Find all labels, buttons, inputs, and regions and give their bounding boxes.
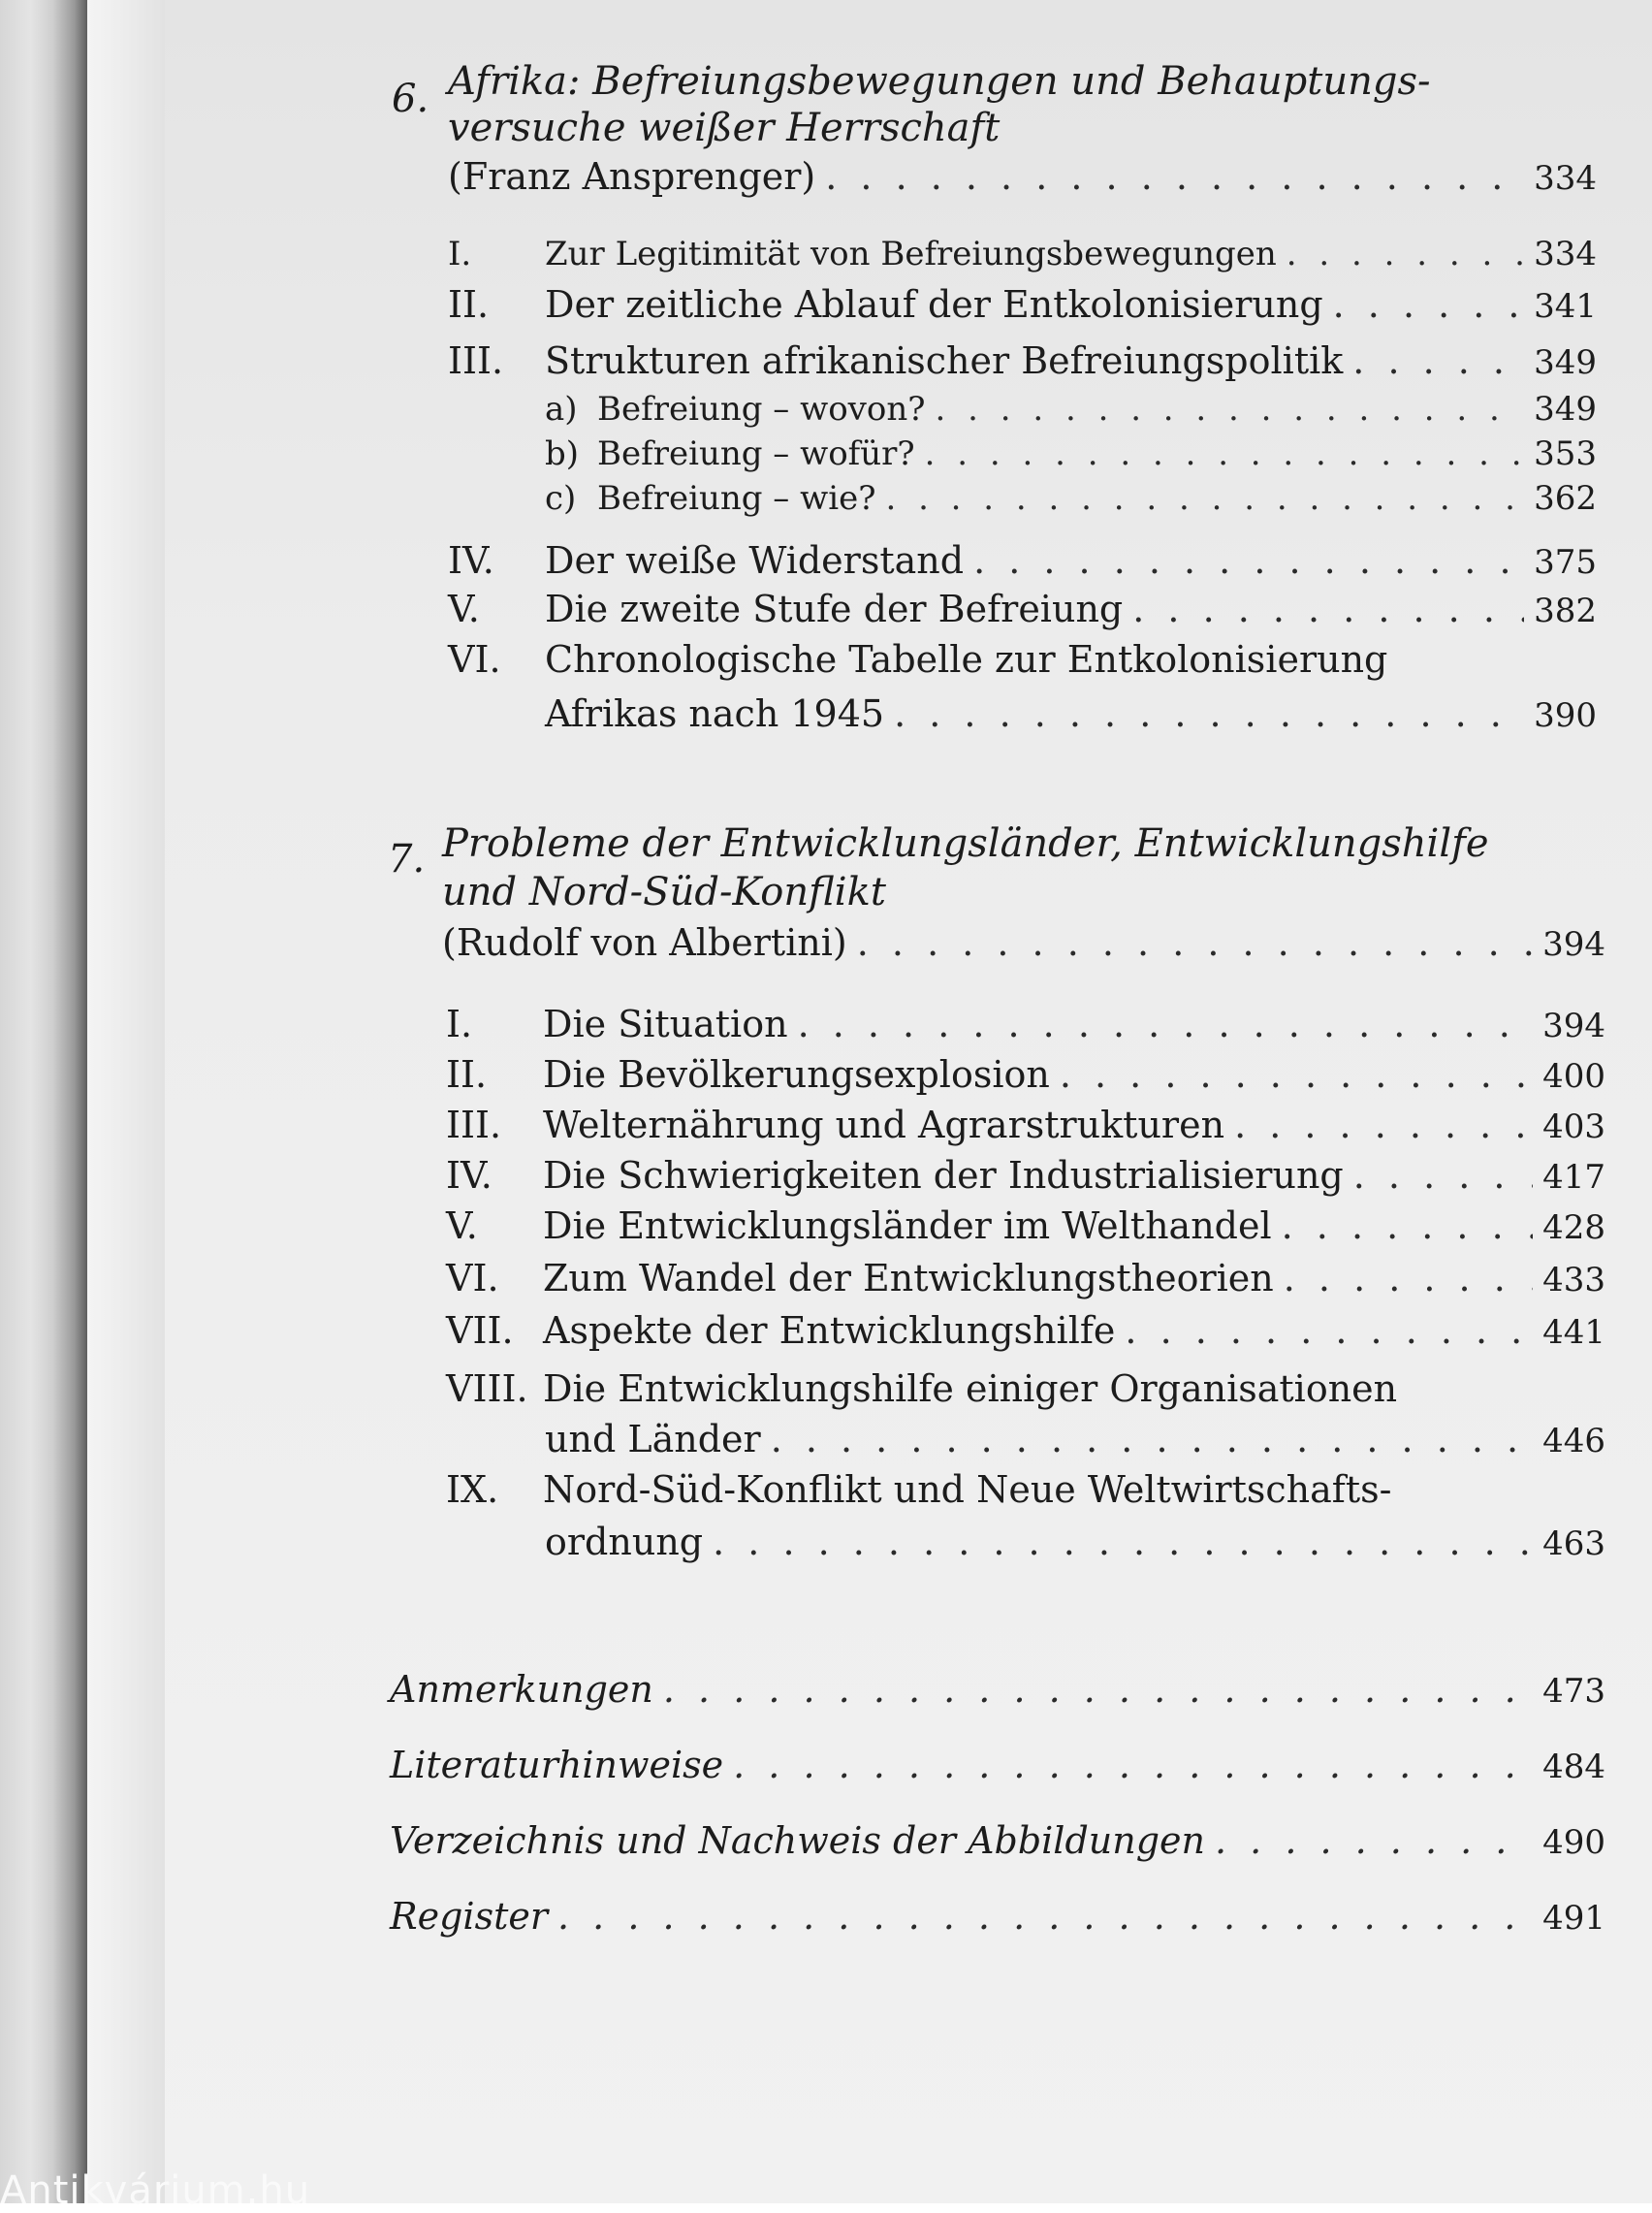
dot-leader bbox=[1284, 1257, 1533, 1299]
toc-entry bbox=[448, 588, 1597, 630]
page-number: 334 bbox=[1534, 235, 1597, 273]
dot-leader bbox=[1125, 1309, 1533, 1352]
dot-leader bbox=[1282, 1204, 1533, 1247]
entry-title: Zum Wandel der Entwicklungstheorien bbox=[543, 1257, 1274, 1299]
entry-title: Strukturen afrikanischer Befreiungspolitik bbox=[545, 339, 1344, 382]
page-number: 394 bbox=[1542, 925, 1605, 964]
dot-leader bbox=[825, 155, 1524, 198]
page-number: 362 bbox=[1534, 479, 1597, 518]
page-number: 382 bbox=[1534, 592, 1597, 630]
toc-entry bbox=[446, 1257, 1605, 1299]
dot-leader bbox=[663, 1668, 1533, 1711]
toc-entry-continuation bbox=[545, 1521, 1605, 1563]
dot-leader bbox=[925, 434, 1524, 473]
section-title-line-2: versuche weißer Herrschaft bbox=[448, 106, 1001, 150]
page-number: 400 bbox=[1542, 1057, 1605, 1096]
toc-entry bbox=[448, 539, 1597, 582]
page-number: 394 bbox=[1542, 1007, 1605, 1045]
page-number: 446 bbox=[1542, 1422, 1605, 1460]
toc-entry bbox=[448, 339, 1597, 382]
section-author: (Rudolf von Albertini) bbox=[442, 921, 847, 964]
entry-title: Die Entwicklungshilfe einiger Organisationen bbox=[543, 1367, 1398, 1410]
page-number: 375 bbox=[1534, 543, 1597, 582]
appendix-entry bbox=[390, 1895, 1605, 1938]
entry-number: III. bbox=[448, 339, 504, 382]
dot-leader bbox=[1352, 339, 1524, 382]
entry-title: Anmerkungen bbox=[390, 1668, 653, 1711]
dot-leader bbox=[557, 1895, 1533, 1938]
toc-entry-continuation bbox=[545, 692, 1597, 735]
page-number: 491 bbox=[1542, 1899, 1605, 1938]
toc-entry bbox=[446, 1053, 1605, 1096]
section-author-row bbox=[448, 155, 1597, 198]
watermark: Antikvárium.hu bbox=[0, 2168, 311, 2213]
entry-title: Zur Legitimität von Befreiungsbewegungen bbox=[545, 235, 1277, 273]
page-number: 417 bbox=[1542, 1158, 1605, 1197]
entry-number: VI. bbox=[448, 638, 501, 681]
page-edge bbox=[87, 0, 165, 2203]
entry-title: Verzeichnis und Nachweis der Abbildungen bbox=[390, 1819, 1206, 1862]
page-number: 349 bbox=[1534, 390, 1597, 429]
toc-entry-continuation bbox=[545, 1418, 1605, 1460]
dot-leader bbox=[1215, 1819, 1533, 1862]
section-title-line-2: und Nord-Süd-Konflikt bbox=[442, 870, 886, 914]
page-number: 473 bbox=[1542, 1672, 1605, 1711]
toc-entry-first-line bbox=[446, 1468, 1391, 1511]
entry-number: IV. bbox=[448, 539, 494, 582]
entry-title: Nord-Süd-Konflikt und Neue Weltwirtschafts- bbox=[543, 1468, 1392, 1511]
page-number: 403 bbox=[1542, 1107, 1605, 1146]
entry-title: Der weiße Widerstand bbox=[545, 539, 965, 582]
dot-leader bbox=[1132, 588, 1524, 630]
toc-subentry bbox=[545, 434, 1597, 473]
dot-leader bbox=[1287, 235, 1524, 273]
entry-number: III. bbox=[446, 1104, 502, 1146]
page-number: 490 bbox=[1542, 1823, 1605, 1862]
page-number: 484 bbox=[1542, 1748, 1605, 1786]
entry-title-continued: ordnung bbox=[545, 1521, 704, 1563]
dot-leader bbox=[857, 921, 1533, 964]
entry-letter: a) bbox=[545, 390, 578, 429]
entry-letter: b) bbox=[545, 434, 580, 473]
toc-entry bbox=[448, 283, 1597, 326]
dot-leader bbox=[1060, 1053, 1533, 1096]
entry-number: II. bbox=[446, 1053, 488, 1096]
toc-entry bbox=[446, 1003, 1605, 1045]
entry-title: Die Bevölkerungsexplosion bbox=[543, 1053, 1050, 1096]
section-author: (Franz Ansprenger) bbox=[448, 155, 816, 198]
page-number: 433 bbox=[1542, 1261, 1605, 1299]
toc-entry-first-line bbox=[448, 638, 1387, 681]
appendix-entry bbox=[390, 1819, 1605, 1862]
dot-leader bbox=[1234, 1104, 1533, 1146]
toc-entry bbox=[446, 1309, 1605, 1352]
toc-entry bbox=[446, 1104, 1605, 1146]
entry-number: VII. bbox=[446, 1309, 514, 1352]
entry-title: Die Situation bbox=[543, 1003, 788, 1045]
section-number: 7. bbox=[388, 837, 426, 882]
book-page bbox=[165, 0, 1652, 2203]
entry-number: IV. bbox=[446, 1154, 492, 1197]
entry-title: Welternährung und Agrarstrukturen bbox=[543, 1104, 1225, 1146]
appendix-entry bbox=[390, 1668, 1605, 1711]
page-number: 441 bbox=[1542, 1313, 1605, 1352]
page-number: 353 bbox=[1534, 434, 1597, 473]
entry-number: II. bbox=[448, 283, 490, 326]
appendix-entry bbox=[390, 1744, 1605, 1786]
entry-number: V. bbox=[448, 588, 480, 630]
book-spine bbox=[0, 0, 87, 2203]
entry-title: Register bbox=[390, 1895, 549, 1938]
entry-number: I. bbox=[448, 235, 472, 273]
dot-leader bbox=[733, 1744, 1533, 1786]
entry-number: I. bbox=[446, 1003, 473, 1045]
entry-number: IX. bbox=[446, 1468, 499, 1511]
page-number: 463 bbox=[1542, 1524, 1605, 1563]
entry-letter: c) bbox=[545, 479, 577, 518]
entry-number: VI. bbox=[446, 1257, 499, 1299]
toc-entry bbox=[448, 235, 1597, 273]
dot-leader bbox=[1353, 1154, 1533, 1197]
entry-number: V. bbox=[446, 1204, 478, 1247]
dot-leader bbox=[798, 1003, 1534, 1045]
dot-leader bbox=[713, 1521, 1533, 1563]
toc-entry-first-line bbox=[446, 1367, 1397, 1410]
dot-leader bbox=[973, 539, 1524, 582]
entry-title: Die Entwicklungsländer im Welthandel bbox=[543, 1204, 1272, 1247]
section-number: 6. bbox=[392, 77, 429, 121]
section-author-row bbox=[442, 921, 1605, 964]
section-title-line-1: Afrika: Befreiungsbewegungen und Behauptungs- bbox=[448, 59, 1431, 104]
toc-entry bbox=[446, 1154, 1605, 1197]
dot-leader bbox=[885, 479, 1524, 518]
entry-title: Befreiung – wie? bbox=[597, 479, 876, 518]
entry-title: Die Schwierigkeiten der Industrialisierung bbox=[543, 1154, 1344, 1197]
entry-title: Chronologische Tabelle zur Entkolonisierung bbox=[545, 638, 1388, 681]
page-number: 349 bbox=[1534, 343, 1597, 382]
page-number: 334 bbox=[1534, 159, 1597, 198]
dot-leader bbox=[771, 1418, 1533, 1460]
entry-title: Der zeitliche Ablauf der Entkolonisierung bbox=[545, 283, 1323, 326]
entry-title: Befreiung – wovon? bbox=[597, 390, 926, 429]
dot-leader bbox=[1333, 283, 1524, 326]
dot-leader bbox=[894, 692, 1524, 735]
page-number: 390 bbox=[1534, 696, 1597, 735]
page-number: 341 bbox=[1534, 287, 1597, 326]
toc-subentry bbox=[545, 390, 1597, 429]
toc-subentry bbox=[545, 479, 1597, 518]
entry-title: Aspekte der Entwicklungshilfe bbox=[543, 1309, 1116, 1352]
entry-title: Befreiung – wofür? bbox=[597, 434, 915, 473]
entry-title: Die zweite Stufe der Befreiung bbox=[545, 588, 1124, 630]
entry-title-continued: Afrikas nach 1945 bbox=[545, 692, 885, 735]
page-number: 428 bbox=[1542, 1208, 1605, 1247]
toc-entry bbox=[446, 1204, 1605, 1247]
section-title-line-1: Probleme der Entwicklungsländer, Entwicklungshilfe bbox=[442, 821, 1489, 866]
dot-leader bbox=[936, 390, 1525, 429]
entry-title: Literaturhinweise bbox=[390, 1744, 724, 1786]
entry-number: VIII. bbox=[446, 1367, 528, 1410]
entry-title-continued: und Länder bbox=[545, 1418, 761, 1460]
